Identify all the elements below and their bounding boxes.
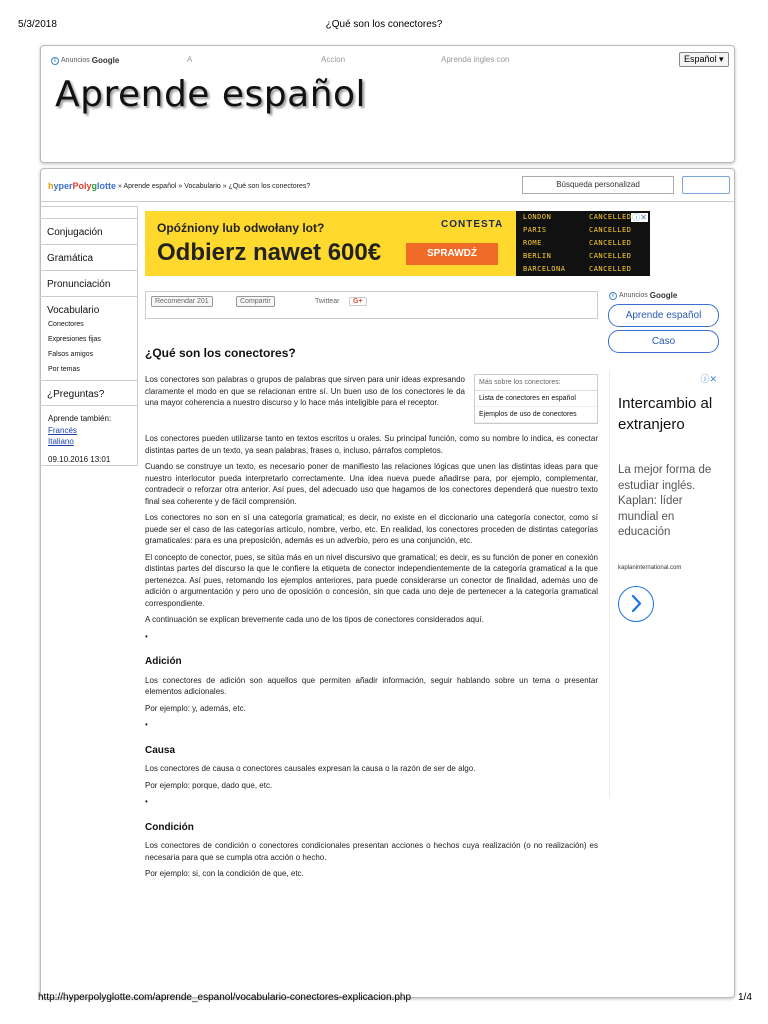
section-text-causa: Los conectores de causa o conectores causales expresan la causa o la razón de ser de algo.	[145, 764, 476, 773]
share-button[interactable]: Compartir	[236, 296, 275, 307]
article-p5: El concepto de conector, pues, se sitúa más en un nivel discursivo que gramatical; es decir, es su función de poner en conexión distintas partes del discurso la que le confiere la etiqueta de conector independientemente de la categoría gramatical a la que pertenezca. Así pues, retomando los ejemplos anteriores, para puede considerarse un conector de finalidad, además uno de adición o argumentación y pero uno de oposición o concesión, sin que cada uno deje de pertenecer a la categoría gramatical correspondiente.	[145, 552, 598, 608]
right-ads-choices[interactable]	[609, 291, 677, 300]
board-status: CANCELLED	[589, 265, 632, 273]
print-date: 5/3/2018	[18, 19, 57, 30]
departure-board	[516, 211, 650, 276]
board-city: PARIS	[523, 226, 547, 234]
board-status: CANCELLED	[589, 239, 632, 247]
dropdown-arrow-icon: ▾	[719, 54, 724, 64]
article-p4: Los conectores no son en sí una categoría gramatical; es decir, no existe en el diccionario una categoría conector, como sí puede ser el caso de las categorías artículo, nombre, verbo, etc. En realidad, los conectores proceden de distintas categorías gramaticales: para es una preposición, además es un adverbio, pero es una conjunción, etc.	[145, 513, 598, 545]
ad-link-a[interactable]: A	[187, 55, 193, 64]
section-title-causa: Causa	[145, 744, 176, 756]
site-logo[interactable]: hyperPolyglotte	[48, 181, 117, 191]
pill-caso[interactable]: Caso	[608, 330, 719, 353]
sidebar-item-gramatica[interactable]: Gramática	[40, 244, 138, 264]
side-ad-body: La mejor forma de estudiar inglés. Kaplan: líder mundial en educación	[618, 464, 712, 538]
sidebar-sub-falsos-amigos[interactable]: Falsos amigos	[48, 351, 94, 358]
sidebar-sub-expresiones[interactable]: Expresiones fijas	[48, 336, 101, 343]
article-body-top	[145, 374, 598, 414]
board-status: CANCELLED	[589, 213, 632, 221]
ads-choices[interactable]	[51, 56, 119, 65]
ad-close-icon[interactable]: ⓘ✕	[632, 213, 647, 222]
language-value: Español	[684, 54, 717, 64]
section-example-causa: Por ejemplo: porque, dado que, etc.	[145, 780, 273, 790]
article-title: ¿Qué son los conectores?	[145, 346, 296, 360]
pill-aprende-espanol[interactable]: Aprende español	[608, 304, 719, 327]
board-status: CANCELLED	[589, 252, 632, 260]
section-title-condicion: Condición	[145, 821, 194, 833]
article-body	[145, 433, 598, 885]
article-p1: Los conectores son palabras o grupos de palabras que sirven para unir ideas expresando claramente el modo en que se relacionan entre sí. Un buen uso de los conectores le da una mayor coherencia a nuestro discurso y lo hace más inteligible para el receptor.	[145, 375, 465, 407]
sidebar-sub-por-temas[interactable]: Por temas	[48, 366, 80, 373]
ad-link-ingles[interactable]: Aprenda ingles con	[441, 55, 510, 64]
google-label: Google	[649, 291, 678, 300]
board-city: LONDON	[523, 213, 552, 221]
related-link-lista[interactable]: Lista de conectores en español	[475, 391, 597, 407]
sidebar-divider	[40, 405, 138, 406]
board-city: ROME	[523, 239, 542, 247]
breadcrumb	[48, 181, 310, 191]
ad-close-icon[interactable]: ⓘ✕	[700, 374, 717, 384]
bullet: •	[145, 797, 148, 806]
social-bar	[145, 291, 598, 319]
breadcrumb-divider	[40, 201, 735, 202]
side-ad[interactable]	[609, 370, 719, 798]
section-example-adicion: Por ejemplo: y, además, etc.	[145, 703, 246, 713]
section-text-condicion: Los conectores de condición o conectores condicionales presentan acciones o hechos cuya realización (o no realización) es necesaria para que se cumpla otra acción o hecho.	[145, 841, 598, 862]
recommend-button[interactable]: Recomendar 201	[151, 296, 213, 307]
section-example-condicion: Por ejemplo: si, con la condición de que, etc.	[145, 869, 304, 878]
search-input[interactable]: Búsqueda personalizad	[522, 176, 674, 194]
tweet-button[interactable]: Twittear	[315, 298, 340, 305]
board-status: CANCELLED	[589, 226, 632, 234]
sidebar-sub-conectores[interactable]: Conectores	[48, 321, 84, 328]
ads-label: Anuncios	[61, 57, 90, 64]
related-link-ejemplos[interactable]: Ejemplos de uso de conectores	[475, 407, 597, 423]
related-head: Más sobre los conectores:	[475, 375, 597, 391]
section-title-adicion: Adición	[145, 656, 182, 667]
ad-banner[interactable]	[145, 211, 650, 276]
ad-banner-brand: CONTESTA	[441, 219, 504, 230]
print-url: http://hyperpolyglotte.com/aprende_espanol/vocabulario-conectores-explicacion.php	[38, 992, 412, 1003]
info-icon: i	[609, 292, 617, 300]
ads-label: Anuncios	[619, 292, 648, 299]
ad-banner-line1: Opóźniony lub odwołany lot?	[157, 221, 325, 235]
article-p2: Los conectores pueden utilizarse tanto en textos escritos u orales. Su principal función, como su nombre lo indica, es conectar distintas partes de un texto, ya sean palabras, frases o, incluso, párrafos completos.	[145, 434, 598, 455]
print-title: ¿Qué son los conectores?	[325, 19, 443, 30]
sidebar-item-vocabulario[interactable]: Vocabulario	[40, 296, 138, 316]
board-city: BERLIN	[523, 252, 552, 260]
language-select[interactable]	[679, 52, 729, 67]
search-button[interactable]	[682, 176, 730, 194]
header-frame	[40, 45, 735, 163]
breadcrumb-path[interactable]: » Aprende español » Vocabulario » ¿Qué son los conectores?	[118, 182, 311, 190]
gplus-button[interactable]: G+	[349, 297, 367, 306]
site-title[interactable]: Aprende español	[55, 74, 367, 115]
bullet: •	[145, 631, 148, 641]
print-page: 1/4	[738, 992, 752, 1003]
article-p3: Cuando se construye un texto, es necesario poner de manifiesto las relaciones lógicas que unen las distintas ideas para que nuestro interlocutor pueda interpretarlo correctamente. Una idea nueva puede añadirse para, por ejemplo, complementar, contradecir o reforzar otra anterior. Así pues, del adecuado uso que hagamos de los conectores dependerá que nuestro texto final sea coherente y de fácil comprensión.	[145, 462, 598, 506]
board-city: BARCELONA	[523, 265, 566, 273]
ad-banner-line2: Odbierz nawet 600€	[157, 239, 382, 266]
article-p6: A continuación se explican brevemente cada uno de los tipos de conectores considerados aquí.	[145, 615, 484, 624]
section-text-adicion: Los conectores de adición son aquellos que permiten añadir información, seguir hablando sobre un tema o presentar elementos adicionales.	[145, 675, 598, 696]
link-frances[interactable]: Francés	[48, 426, 77, 435]
ad-banner-cta[interactable]: SPRAWDŹ	[406, 243, 498, 265]
also-learn-label: Aprende también:	[48, 414, 112, 423]
bullet: •	[145, 720, 148, 729]
page-date: 09.10.2016 13:01	[48, 455, 111, 464]
ad-link-accion[interactable]: Accion	[321, 55, 346, 64]
chevron-right-icon	[619, 587, 652, 620]
side-ad-next[interactable]	[618, 586, 654, 622]
info-icon: i	[51, 57, 59, 65]
google-label: Google	[91, 56, 120, 65]
sidebar-item-preguntas[interactable]: ¿Preguntas?	[40, 380, 138, 400]
side-ad-headline: Intercambio al extranjero	[618, 395, 713, 433]
sidebar-item-pronunciacion[interactable]: Pronunciación	[40, 270, 138, 290]
side-ad-url[interactable]: kaplaninternational.com	[618, 565, 682, 571]
link-italiano[interactable]: Italiano	[48, 437, 74, 446]
sidebar-item-conjugacion[interactable]: Conjugación	[40, 218, 138, 238]
article	[145, 348, 598, 360]
